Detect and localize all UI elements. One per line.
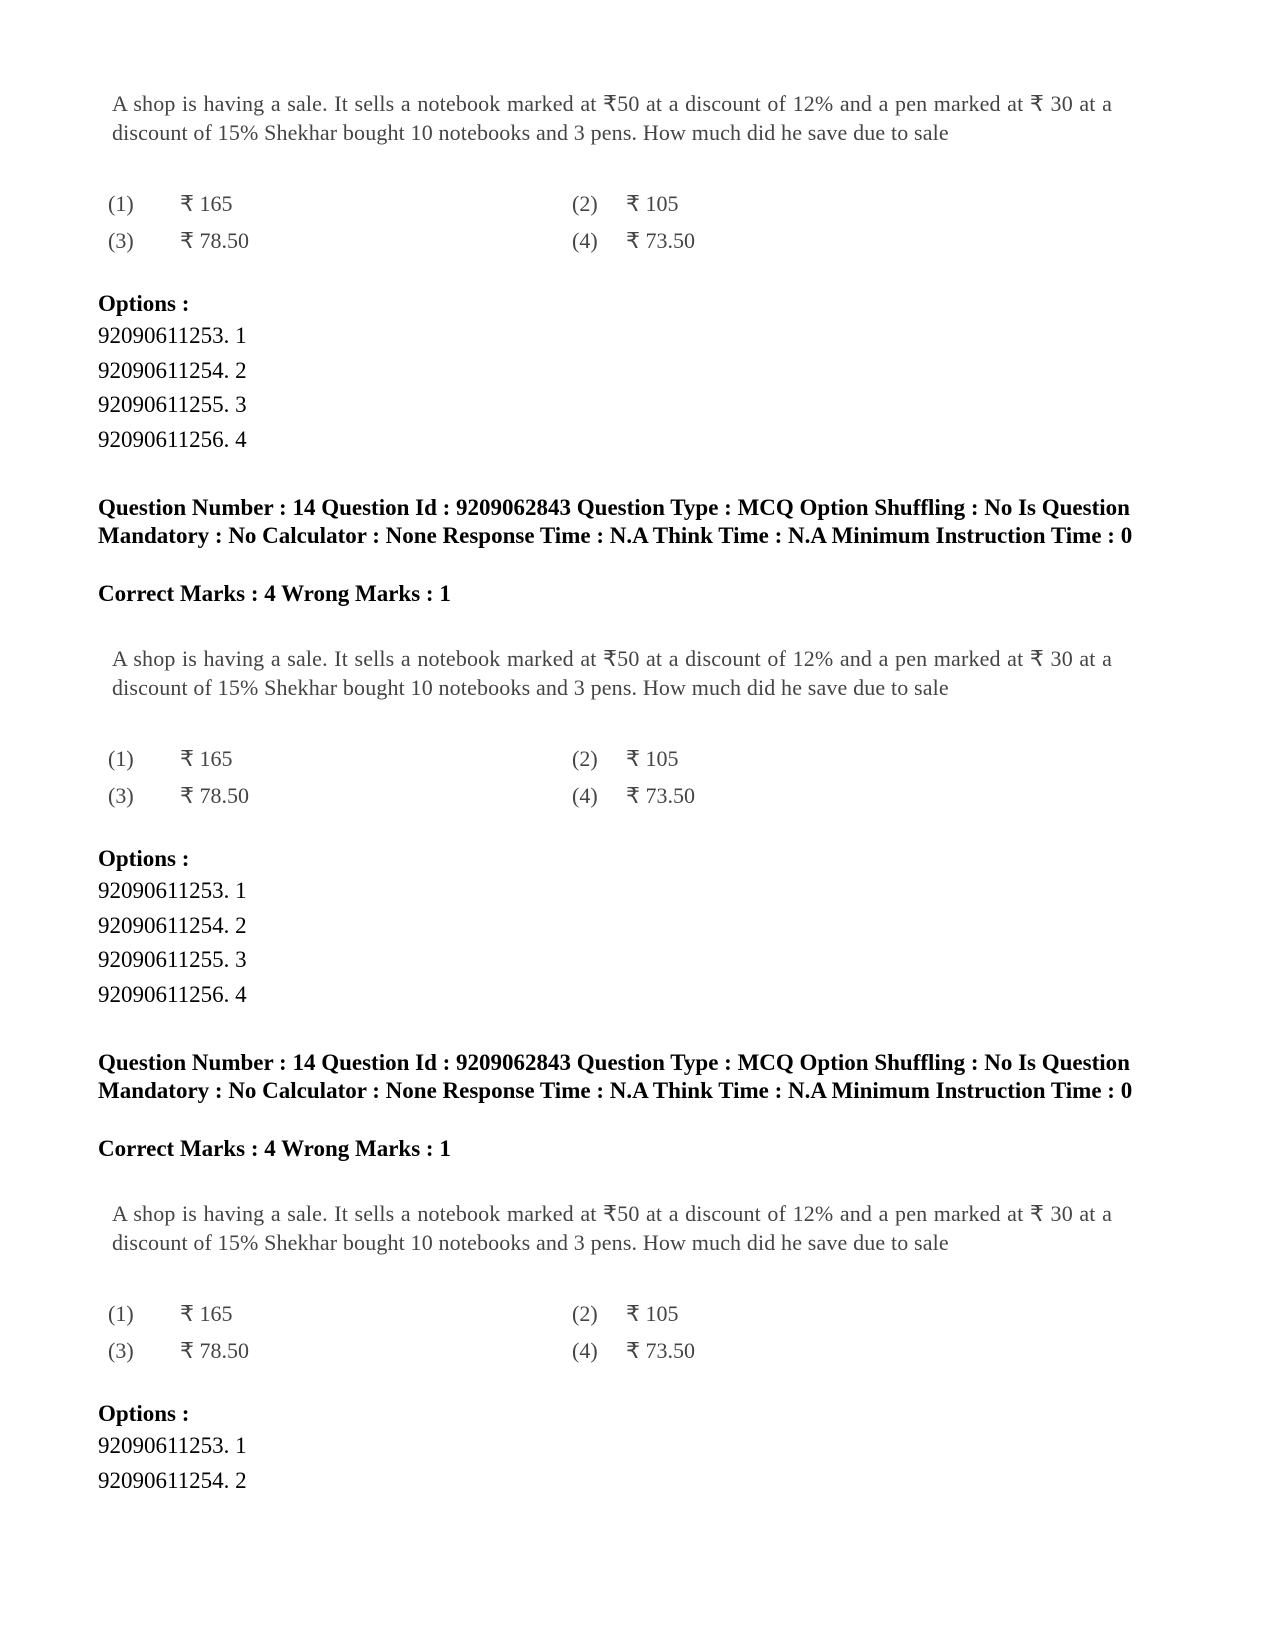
marks-line: Correct Marks : 4 Wrong Marks : 1 <box>98 581 451 606</box>
choice-value: ₹ 105 <box>626 1301 679 1326</box>
options-heading: Options : <box>98 1401 190 1426</box>
choice-3 <box>108 228 249 254</box>
choice-value: ₹ 165 <box>180 1301 233 1326</box>
option-id: 92090611253. 1 <box>98 323 247 348</box>
choice-1 <box>108 746 233 772</box>
choice-number: (2) <box>572 746 598 771</box>
choice-number: (4) <box>572 1338 598 1363</box>
choice-value: ₹ 78.50 <box>180 783 249 808</box>
choice-number: (3) <box>108 783 134 808</box>
choice-value: ₹ 105 <box>626 191 679 216</box>
option-id-list <box>98 319 247 457</box>
option-id: 92090611254. 2 <box>98 1467 247 1493</box>
question-text: A shop is having a sale. It sells a notebook marked at ₹50 at a discount of 12% and a pen marked at ₹ 30 at a discount of 15% Shekhar bought 10 notebooks and 3 pens. How much did he save due to sale <box>112 1201 1112 1255</box>
choice-4 <box>572 783 695 809</box>
question-image <box>100 90 1120 282</box>
choice-value: ₹ 78.50 <box>180 1338 249 1363</box>
question-meta: Question Number : 14 Question Id : 9209062843 Question Type : MCQ Option Shuffling : No Is Question Mandatory : No Calculator : None Response Time : N.A Think Time : N.A Minimum Instruction Time : 0 <box>98 1050 1133 1103</box>
choice-1 <box>108 1301 233 1327</box>
choice-number: (3) <box>108 228 134 253</box>
choice-number: (4) <box>572 783 598 808</box>
choice-number: (1) <box>108 746 134 771</box>
option-id-list <box>98 874 247 1012</box>
option-id: 92090611254. 2 <box>98 357 247 383</box>
choice-value: ₹ 165 <box>180 191 233 216</box>
choice-4 <box>572 228 695 254</box>
choice-number: (1) <box>108 191 134 216</box>
choice-number: (1) <box>108 1301 134 1326</box>
option-id: 92090611256. 4 <box>98 981 247 1007</box>
option-id: 92090611254. 2 <box>98 912 247 938</box>
option-id: 92090611255. 3 <box>98 392 247 417</box>
option-id: 92090611256. 4 <box>98 426 247 452</box>
question-meta: Question Number : 14 Question Id : 9209062843 Question Type : MCQ Option Shuffling : No Is Question Mandatory : No Calculator : None Response Time : N.A Think Time : N.A Minimum Instruction Time : 0 <box>98 495 1133 548</box>
choice-3 <box>108 783 249 809</box>
choice-value: ₹ 73.50 <box>626 1338 695 1363</box>
choice-value: ₹ 78.50 <box>180 228 249 253</box>
choice-number: (2) <box>572 191 598 216</box>
choice-2 <box>572 1301 679 1327</box>
option-id-list <box>98 1429 247 1498</box>
choice-value: ₹ 165 <box>180 746 233 771</box>
choice-4 <box>572 1338 695 1364</box>
choice-3 <box>108 1338 249 1364</box>
options-heading: Options : <box>98 291 190 316</box>
question-image <box>100 1200 1120 1392</box>
marks-line: Correct Marks : 4 Wrong Marks : 1 <box>98 1136 451 1161</box>
choice-value: ₹ 105 <box>626 746 679 771</box>
choice-2 <box>572 746 679 772</box>
question-text: A shop is having a sale. It sells a notebook marked at ₹50 at a discount of 12% and a pen marked at ₹ 30 at a discount of 15% Shekhar bought 10 notebooks and 3 pens. How much did he save due to sale <box>112 646 1112 700</box>
option-id: 92090611255. 3 <box>98 947 247 972</box>
choice-value: ₹ 73.50 <box>626 228 695 253</box>
choice-2 <box>572 191 679 217</box>
choice-number: (2) <box>572 1301 598 1326</box>
choice-value: ₹ 73.50 <box>626 783 695 808</box>
question-text: A shop is having a sale. It sells a notebook marked at ₹50 at a discount of 12% and a pen marked at ₹ 30 at a discount of 15% Shekhar bought 10 notebooks and 3 pens. How much did he save due to sale <box>112 91 1112 145</box>
choice-number: (4) <box>572 228 598 253</box>
choice-1 <box>108 191 233 217</box>
choice-number: (3) <box>108 1338 134 1363</box>
option-id: 92090611253. 1 <box>98 878 247 903</box>
options-heading: Options : <box>98 846 190 871</box>
question-image <box>100 645 1120 837</box>
option-id: 92090611253. 1 <box>98 1433 247 1458</box>
